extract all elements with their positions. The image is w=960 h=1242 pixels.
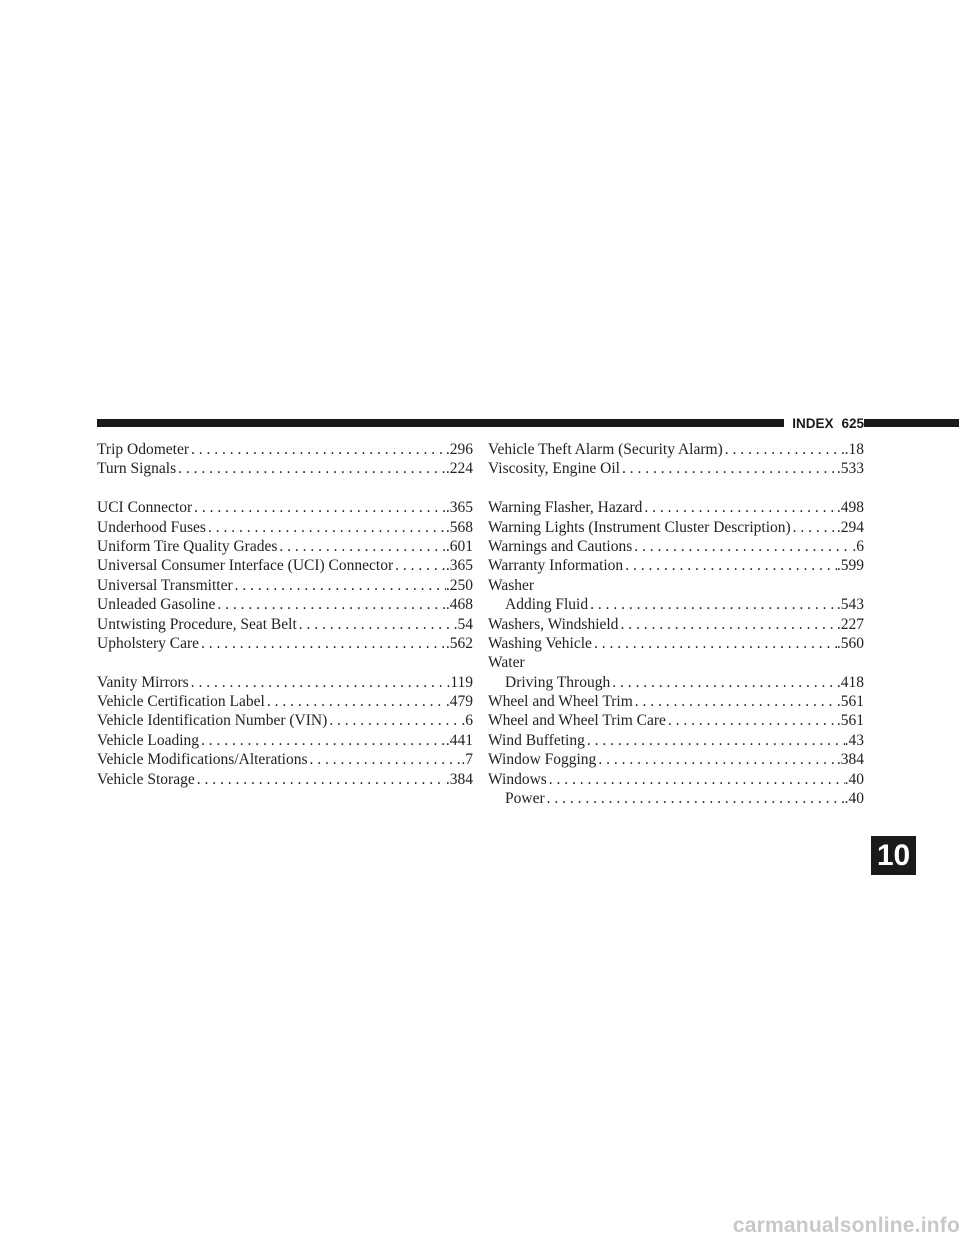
- entry-page: .7: [461, 751, 473, 769]
- index-entry[interactable]: [488, 615, 864, 634]
- index-entry[interactable]: [97, 537, 473, 556]
- entry-page: .561: [836, 693, 864, 711]
- dot-leader: [206, 518, 446, 537]
- entry-page: .498: [836, 499, 864, 517]
- index-entry[interactable]: [97, 731, 473, 750]
- dot-leader: [393, 556, 446, 575]
- entry-label: Adding Fluid: [505, 596, 589, 614]
- dot-leader: [265, 692, 446, 711]
- index-entry[interactable]: [97, 518, 473, 537]
- dot-leader: [642, 498, 837, 517]
- dot-leader: [277, 537, 445, 556]
- index-entry[interactable]: [97, 615, 473, 634]
- dot-leader: [723, 440, 845, 459]
- dot-leader: [327, 711, 461, 730]
- entry-label: Warning Flasher, Hazard: [488, 499, 643, 517]
- entry-label: Power: [505, 790, 545, 808]
- index-entry[interactable]: [488, 498, 864, 517]
- entry-label: Vanity Mirrors: [97, 673, 189, 691]
- entry-label: Driving Through: [505, 673, 611, 691]
- index-entry[interactable]: [488, 440, 864, 459]
- dot-leader: [545, 789, 845, 808]
- dot-leader: [176, 459, 446, 478]
- entry-page: .601: [445, 537, 473, 555]
- index-column-right: [488, 440, 864, 808]
- index-entry[interactable]: [488, 750, 864, 769]
- index-entry[interactable]: [97, 711, 473, 730]
- index-gap: [488, 479, 864, 498]
- index-subentry[interactable]: [488, 789, 864, 808]
- entry-page: .468: [445, 596, 473, 614]
- entry-label: Unleaded Gasoline: [97, 596, 216, 614]
- entry-label: Trip Odometer: [97, 441, 189, 458]
- entry-page: .441: [445, 731, 473, 749]
- index-entry[interactable]: [488, 770, 864, 789]
- entry-page: .533: [836, 460, 864, 478]
- entry-page: .296: [445, 441, 473, 458]
- entry-label: Underhood Fuses: [97, 518, 206, 536]
- index-entry[interactable]: [97, 673, 473, 692]
- entry-label: Warranty Information: [488, 557, 624, 575]
- index-entry[interactable]: [488, 537, 864, 556]
- index-entry[interactable]: [97, 595, 473, 614]
- entry-label: Vehicle Theft Alarm (Security Alarm): [488, 441, 723, 458]
- entry-page: .418: [836, 673, 864, 691]
- dot-leader: [215, 595, 446, 614]
- index-heading: [488, 576, 864, 595]
- page-header: [784, 415, 864, 431]
- page-number: 625: [841, 415, 864, 431]
- dot-leader: [547, 770, 845, 789]
- entry-label: Upholstery Care: [97, 634, 200, 652]
- index-entry[interactable]: [488, 711, 864, 730]
- entry-page: .384: [836, 751, 864, 769]
- entry-label: Universal Consumer Interface (UCI) Connector: [97, 557, 394, 575]
- index-entry[interactable]: [97, 440, 473, 459]
- entry-label: Window Fogging: [488, 751, 597, 769]
- index-entry[interactable]: [97, 556, 473, 575]
- entry-label: Wheel and Wheel Trim: [488, 693, 633, 711]
- entry-page: .224: [445, 460, 473, 478]
- dot-leader: [623, 556, 837, 575]
- chapter-tab[interactable]: 10: [871, 836, 916, 875]
- index-gap: [97, 479, 473, 498]
- index-entry[interactable]: [97, 770, 473, 789]
- entry-page: .40: [844, 790, 864, 808]
- dot-leader: [192, 498, 446, 517]
- entry-page: .43: [844, 731, 864, 749]
- entry-label: Vehicle Certification Label: [97, 693, 265, 711]
- entry-label: Viscosity, Engine Oil: [488, 460, 620, 478]
- dot-leader: [233, 576, 446, 595]
- entry-label: UCI Connector: [97, 499, 193, 517]
- dot-leader: [588, 595, 837, 614]
- index-gap: [97, 653, 473, 672]
- entry-label: Vehicle Modifications/Alterations: [97, 751, 308, 769]
- entry-page: .40: [844, 770, 864, 788]
- section-title: INDEX: [792, 415, 834, 431]
- entry-page: .365: [445, 557, 473, 575]
- index-entry[interactable]: [488, 556, 864, 575]
- entry-page: .561: [836, 712, 864, 730]
- entry-page: .18: [844, 441, 864, 458]
- dot-leader: [199, 731, 446, 750]
- entry-label: Universal Transmitter: [97, 576, 233, 594]
- entry-page: .479: [445, 693, 473, 711]
- dot-leader: [297, 615, 454, 634]
- dot-leader: [791, 518, 837, 537]
- index-entry[interactable]: [97, 750, 473, 769]
- entry-label: Turn Signals: [97, 460, 177, 478]
- index-entry[interactable]: [97, 459, 473, 478]
- watermark: carmanualsonline.info: [732, 1214, 960, 1237]
- dot-leader: [596, 750, 837, 769]
- entry-page: .365: [445, 499, 473, 517]
- entry-page: .294: [836, 518, 864, 536]
- entry-page: .250: [445, 576, 473, 594]
- entry-page: .599: [836, 557, 864, 575]
- index-heading: [488, 653, 864, 672]
- dot-leader: [189, 673, 447, 692]
- dot-leader: [618, 615, 836, 634]
- index-entry[interactable]: [97, 634, 473, 653]
- dot-leader: [199, 634, 446, 653]
- entry-page: .384: [445, 770, 473, 788]
- entry-page: .560: [836, 634, 864, 652]
- index-subentry[interactable]: [488, 595, 864, 614]
- dot-leader: [632, 537, 852, 556]
- index-entry[interactable]: [488, 518, 864, 537]
- entry-page: .568: [445, 518, 473, 536]
- dot-leader: [308, 750, 462, 769]
- dot-leader: [592, 634, 837, 653]
- entry-label: Wind Buffeting: [488, 731, 585, 749]
- index-entry[interactable]: [488, 731, 864, 750]
- dot-leader: [633, 692, 837, 711]
- dot-leader: [195, 770, 446, 789]
- entry-page: .119: [446, 673, 473, 691]
- entry-label: Vehicle Loading: [97, 731, 200, 749]
- entry-page: .562: [445, 634, 473, 652]
- index-entry[interactable]: [488, 634, 864, 653]
- index-column-left: [97, 440, 473, 789]
- dot-leader: [666, 711, 837, 730]
- entry-label: Warning Lights (Instrument Cluster Description): [488, 518, 791, 536]
- entry-label: Vehicle Identification Number (VIN): [97, 712, 328, 730]
- entry-label: Wheel and Wheel Trim Care: [488, 712, 666, 730]
- dot-leader: [189, 440, 446, 459]
- index-entry[interactable]: [488, 692, 864, 711]
- entry-label: Vehicle Storage: [97, 770, 195, 788]
- dot-leader: [585, 731, 845, 750]
- entry-label: Washer: [488, 576, 535, 594]
- entry-label: Warnings and Cautions: [488, 537, 633, 555]
- entry-label: Water: [488, 654, 525, 672]
- index-entry[interactable]: [488, 459, 864, 478]
- dot-leader: [610, 673, 837, 692]
- entry-label: Untwisting Procedure, Seat Belt: [97, 615, 297, 633]
- entry-label: Windows: [488, 770, 547, 788]
- entry-label: Washers, Windshield: [488, 615, 619, 633]
- entry-page: .54: [453, 615, 473, 633]
- index-entry[interactable]: [97, 498, 473, 517]
- entry-label: Washing Vehicle: [488, 634, 592, 652]
- entry-page: .6: [461, 712, 473, 730]
- entry-page: .6: [852, 537, 864, 555]
- index-entry[interactable]: [97, 576, 473, 595]
- entry-label: Uniform Tire Quality Grades: [97, 537, 278, 555]
- index-entry[interactable]: [97, 692, 473, 711]
- dot-leader: [620, 459, 837, 478]
- index-subentry[interactable]: [488, 673, 864, 692]
- entry-page: .543: [836, 596, 864, 614]
- entry-page: .227: [836, 615, 864, 633]
